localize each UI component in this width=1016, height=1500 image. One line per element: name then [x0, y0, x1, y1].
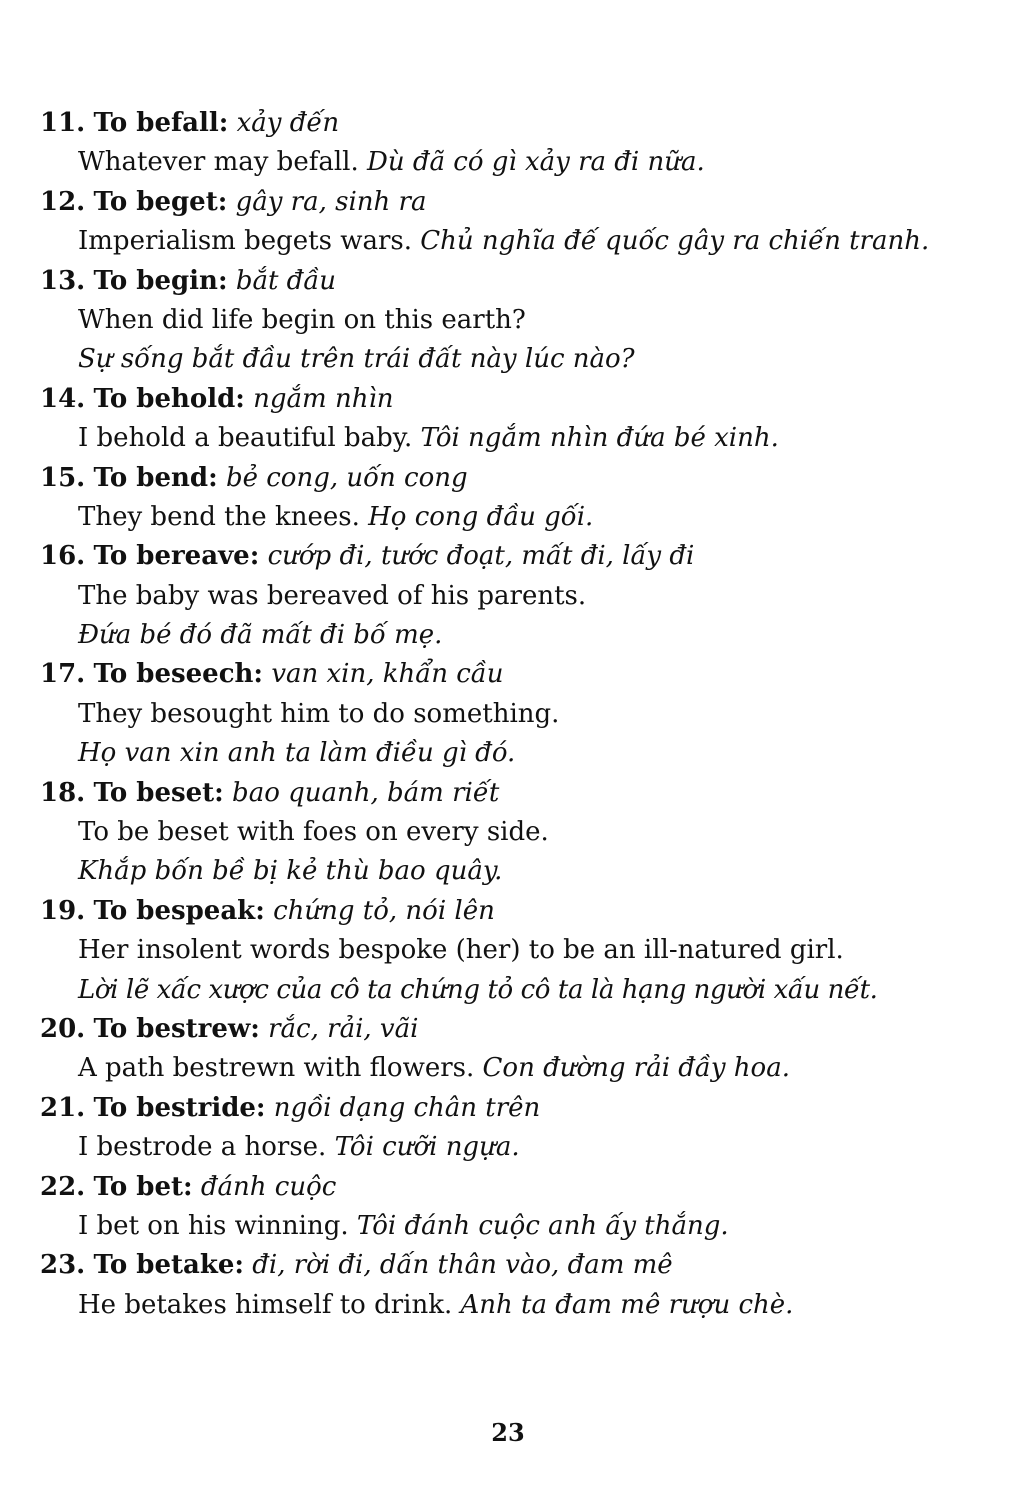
entry-verb: To bet: [93, 1171, 193, 1202]
entry-example [40, 419, 990, 458]
entry-meaning: gây ra, sinh ra [235, 186, 427, 217]
entry-heading [40, 183, 990, 222]
example-english: He betakes himself to drink. [78, 1289, 453, 1320]
example-english: A path bestrewn with flowers. [78, 1053, 475, 1084]
entry-number: 22. [40, 1171, 86, 1202]
example-vietnamese: Anh ta đam mê rượu chè. [460, 1289, 794, 1320]
entry-heading [40, 892, 990, 931]
example-english: When did life begin on this earth? [78, 304, 526, 335]
entry-meaning: đi, rời đi, dấn thân vào, đam mê [252, 1250, 673, 1281]
entry-number: 13. [40, 265, 86, 296]
entry-example [40, 1207, 990, 1246]
entry-meaning: van xin, khẩn cầu [271, 659, 504, 690]
example-vietnamese: Tôi cưỡi ngựa. [334, 1132, 520, 1163]
example-vietnamese: Khắp bốn bề bị kẻ thù bao quây. [78, 856, 503, 887]
entry-example [40, 1286, 990, 1325]
entry-heading [40, 655, 990, 694]
entry-number: 15. [40, 462, 86, 493]
example-english: I behold a beautiful baby. [78, 423, 413, 454]
entry-number: 17. [40, 659, 86, 690]
entry-number: 12. [40, 186, 86, 217]
entry-example [40, 1128, 990, 1167]
entry-verb: To beget: [93, 186, 228, 217]
entry-verb: To betake: [93, 1250, 244, 1281]
example-vietnamese: Chủ nghĩa đế quốc gây ra chiến tranh. [420, 226, 930, 257]
example-english: Her insolent words bespoke (her) to be an ill-natured girl. [78, 935, 844, 966]
example-english: Imperialism begets wars. [78, 226, 413, 257]
entry-heading [40, 459, 990, 498]
entry-number: 21. [40, 1092, 86, 1123]
entry-heading [40, 1168, 990, 1207]
entry-heading [40, 774, 990, 813]
page-number: 23 [491, 1418, 525, 1447]
entry-number: 20. [40, 1013, 86, 1044]
entry-number: 11. [40, 108, 86, 138]
entry-verb: To behold: [93, 383, 245, 414]
entry-number: 23. [40, 1250, 86, 1281]
example-vietnamese: Con đường rải đầy hoa. [482, 1053, 790, 1084]
entry-number: 19. [40, 895, 86, 926]
entry-meaning: ngồi dạng chân trên [273, 1092, 541, 1123]
entry-heading [40, 104, 990, 143]
example-english: I bet on his winning. [78, 1210, 349, 1241]
entry-number: 14. [40, 383, 86, 414]
entry-heading [40, 1246, 990, 1285]
entry-verb: To bereave: [93, 541, 260, 572]
entry-meaning: bẻ cong, uốn cong [225, 462, 468, 493]
entry-verb: To bestride: [93, 1092, 266, 1123]
entry-meaning: ngắm nhìn [253, 383, 394, 414]
example-vietnamese: Đứa bé đó đã mất đi bố mẹ. [78, 620, 443, 651]
dictionary-page [40, 104, 990, 1325]
entry-number: 16. [40, 541, 86, 572]
entry-verb: To beseech: [93, 659, 264, 690]
entry-verb: To bespeak: [93, 895, 265, 926]
entry-heading [40, 537, 990, 576]
example-vietnamese: Họ van xin anh ta làm điều gì đó. [78, 738, 516, 769]
example-english: To be beset with foes on every side. [78, 817, 549, 848]
example-english: The baby was bereaved of his parents. [78, 580, 587, 611]
example-vietnamese: Tôi ngắm nhìn đứa bé xinh. [420, 423, 779, 454]
entry-example [40, 1049, 990, 1088]
entry-meaning: đánh cuộc [200, 1171, 337, 1202]
example-vietnamese: Họ cong đầu gối. [368, 501, 594, 532]
example-english: Whatever may befall. [78, 147, 359, 178]
example-vietnamese: Tôi đánh cuộc anh ấy thắng. [356, 1210, 729, 1241]
entry-meaning: bắt đầu [235, 265, 336, 296]
entry-example [40, 222, 990, 261]
entry-heading [40, 1010, 990, 1049]
entry-heading [40, 1089, 990, 1128]
entry-verb: To beset: [93, 777, 224, 808]
entry-meaning: bao quanh, bám riết [232, 777, 500, 808]
example-english: They bend the knees. [78, 501, 360, 532]
example-vietnamese: Dù đã có gì xảy ra đi nữa. [367, 147, 705, 178]
entry-heading [40, 262, 990, 301]
entry-verb: To bend: [93, 462, 218, 493]
example-vietnamese: Lời lẽ xấc xược của cô ta chứng tỏ cô ta là hạng người xấu nết. [78, 974, 878, 1005]
example-vietnamese: Sự sống bắt đầu trên trái đất này lúc nào? [78, 344, 635, 375]
entry-verb: To befall: [93, 108, 229, 138]
entry-example [40, 143, 990, 182]
example-english: I bestrode a horse. [78, 1132, 327, 1163]
entry-verb: To bestrew: [93, 1013, 260, 1044]
entry-meaning: chứng tỏ, nói lên [273, 895, 495, 926]
entry-verb: To begin: [93, 265, 228, 296]
entry-example [40, 498, 990, 537]
entry-meaning: rắc, rải, vãi [268, 1013, 419, 1044]
entry-number: 18. [40, 777, 86, 808]
entry-heading [40, 380, 990, 419]
entry-meaning: xảy đến [236, 108, 340, 138]
example-english: They besought him to do something. [78, 698, 560, 729]
entry-meaning: cướp đi, tước đoạt, mất đi, lấy đi [267, 541, 695, 572]
